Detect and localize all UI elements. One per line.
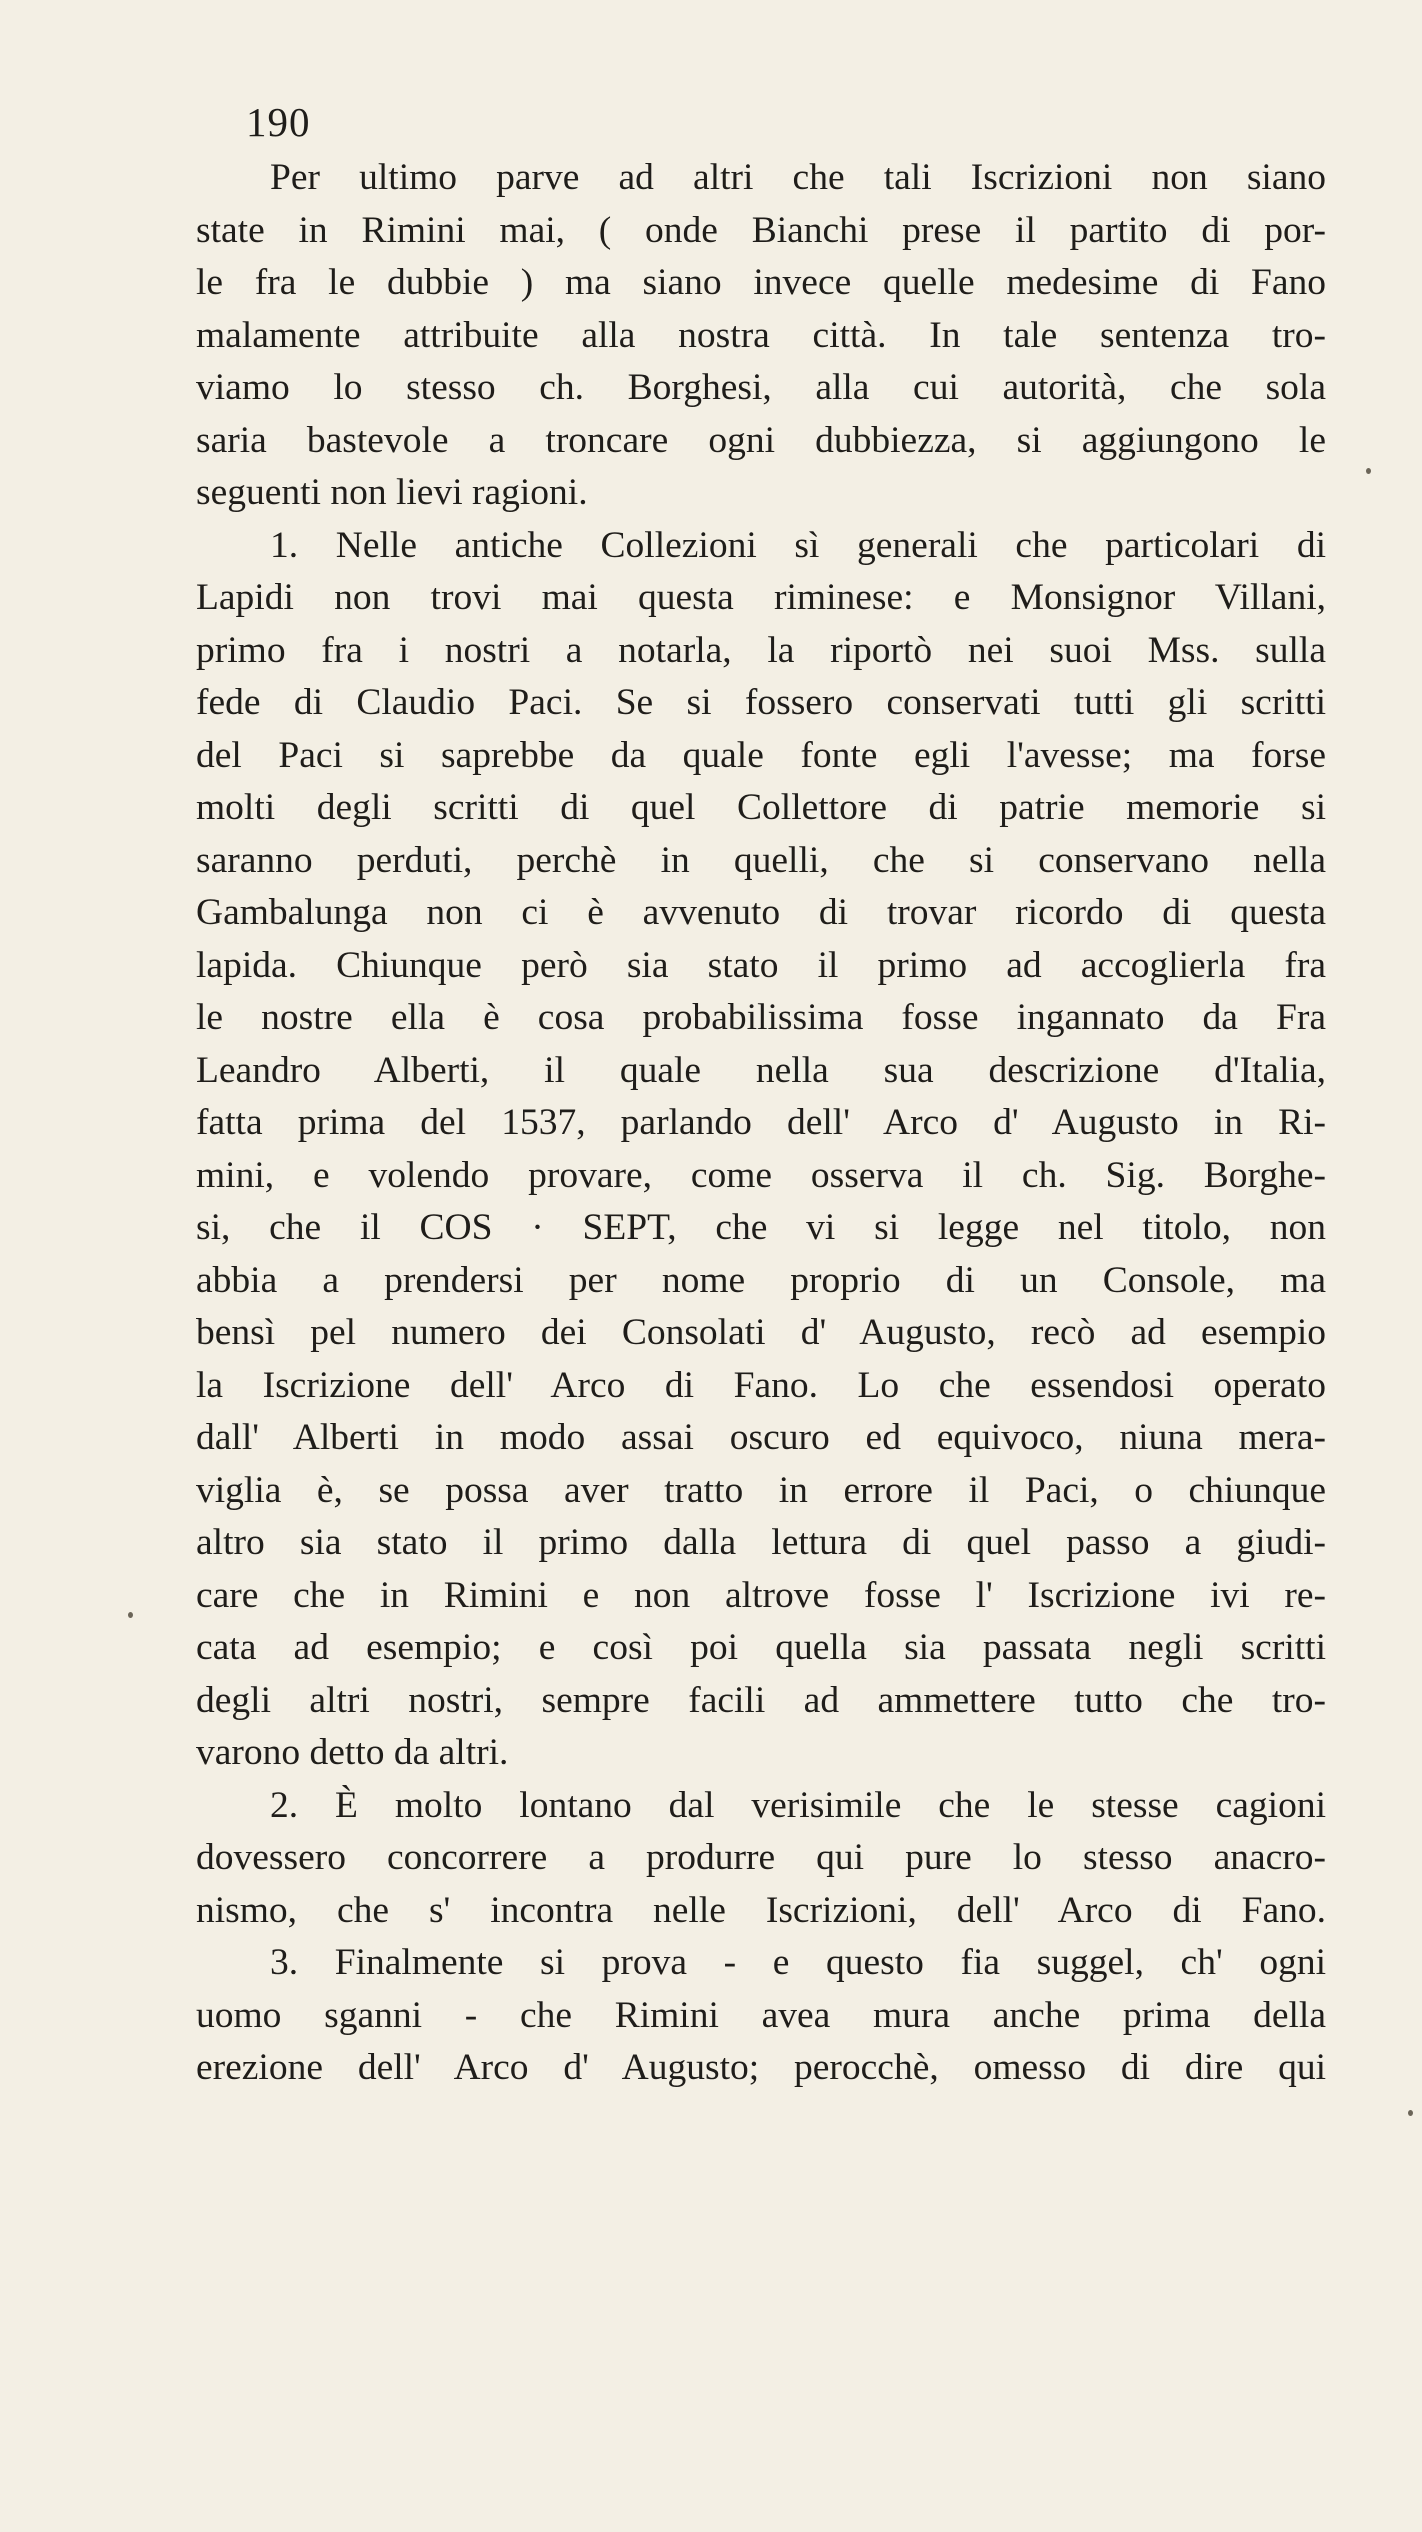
text-line: saranno perduti, perchè in quelli, che si conservano nella xyxy=(196,839,1326,881)
text-line: del Paci si saprebbe da quale fonte egli l'avesse; ma forse xyxy=(196,734,1326,776)
text-line: le fra le dubbie ) ma siano invece quelle medesime di Fano xyxy=(196,262,1326,303)
text-line: lapida. Chiunque però sia stato il primo ad accoglierla fra xyxy=(196,944,1326,986)
text-line: si, che il COS · SEPT, che vi si legge nel titolo, non xyxy=(196,1207,1326,1248)
text-line: 2. È molto lontano dal verisimile che le stesse cagioni xyxy=(270,1784,1326,1826)
ink-speck xyxy=(1408,2110,1413,2116)
text-line: Gambalunga non ci è avvenuto di trovar ricordo di questa xyxy=(196,892,1326,933)
text-line: bensì pel numero dei Consolati d' Augusto, recò ad esempio xyxy=(196,1312,1326,1353)
text-line: molti degli scritti di quel Collettore di patrie memorie si xyxy=(196,787,1326,828)
ink-speck xyxy=(128,1612,133,1618)
text-line: la Iscrizione dell' Arco di Fano. Lo che essendosi operato xyxy=(196,1364,1326,1406)
text-line: altro sia stato il primo dalla lettura di quel passo a giudi- xyxy=(196,1522,1326,1563)
text-line: Leandro Alberti, il quale nella sua descrizione d'Italia, xyxy=(196,1049,1326,1091)
page-number: 190 xyxy=(246,99,311,145)
text-line: nismo, che s' incontra nelle Iscrizioni, dell' Arco di Fano. xyxy=(196,1889,1326,1931)
text-line: le nostre ella è cosa probabilissima fosse ingannato da Fra xyxy=(196,997,1326,1038)
text-line: saria bastevole a troncare ogni dubbiezza, si aggiungono le xyxy=(196,419,1326,461)
text-line: degli altri nostri, sempre facili ad ammettere tutto che tro- xyxy=(196,1679,1326,1721)
text-line: mini, e volendo provare, come osserva il ch. Sig. Borghe- xyxy=(196,1154,1326,1196)
text-line: state in Rimini mai, ( onde Bianchi prese il partito di por- xyxy=(196,209,1326,251)
text-line: erezione dell' Arco d' Augusto; perocchè, omesso di dire qui xyxy=(196,2047,1326,2088)
text-line: primo fra i nostri a notarla, la riportò nei suoi Mss. sulla xyxy=(196,629,1326,671)
text-line: malamente attribuite alla nostra città. In tale sentenza tro- xyxy=(196,314,1326,356)
text-line: dovessero concorrere a produrre qui pure lo stesso anacro- xyxy=(196,1837,1326,1878)
body-text xyxy=(196,152,1326,2095)
text-line: 3. Finalmente si prova - e questo fia suggel, ch' ogni xyxy=(270,1942,1326,1983)
text-line: fede di Claudio Paci. Se si fossero conservati tutti gli scritti xyxy=(196,682,1326,723)
text-line: uomo sganni - che Rimini avea mura anche prima della xyxy=(196,1994,1326,2036)
text-line: fatta prima del 1537, parlando dell' Arco d' Augusto in Ri- xyxy=(196,1102,1326,1143)
text-line: care che in Rimini e non altrove fosse l' Iscrizione ivi re- xyxy=(196,1574,1326,1616)
text-line: seguenti non lievi ragioni. xyxy=(196,472,588,513)
text-line: viglia è, se possa aver tratto in errore il Paci, o chiunque xyxy=(196,1469,1326,1511)
text-line: dall' Alberti in modo assai oscuro ed equivoco, niuna mera- xyxy=(196,1417,1326,1458)
text-line: 1. Nelle antiche Collezioni sì generali che particolari di xyxy=(270,524,1326,566)
text-line: cata ad esempio; e così poi quella sia passata negli scritti xyxy=(196,1627,1326,1668)
text-line: varono detto da altri. xyxy=(196,1732,509,1773)
text-line: viamo lo stesso ch. Borghesi, alla cui autorità, che sola xyxy=(196,367,1326,408)
ink-speck xyxy=(1366,468,1371,474)
text-line: Lapidi non trovi mai questa riminese: e Monsignor Villani, xyxy=(196,577,1326,618)
text-line: Per ultimo parve ad altri che tali Iscrizioni non siano xyxy=(270,157,1326,198)
text-line: abbia a prendersi per nome proprio di un Console, ma xyxy=(196,1259,1326,1301)
